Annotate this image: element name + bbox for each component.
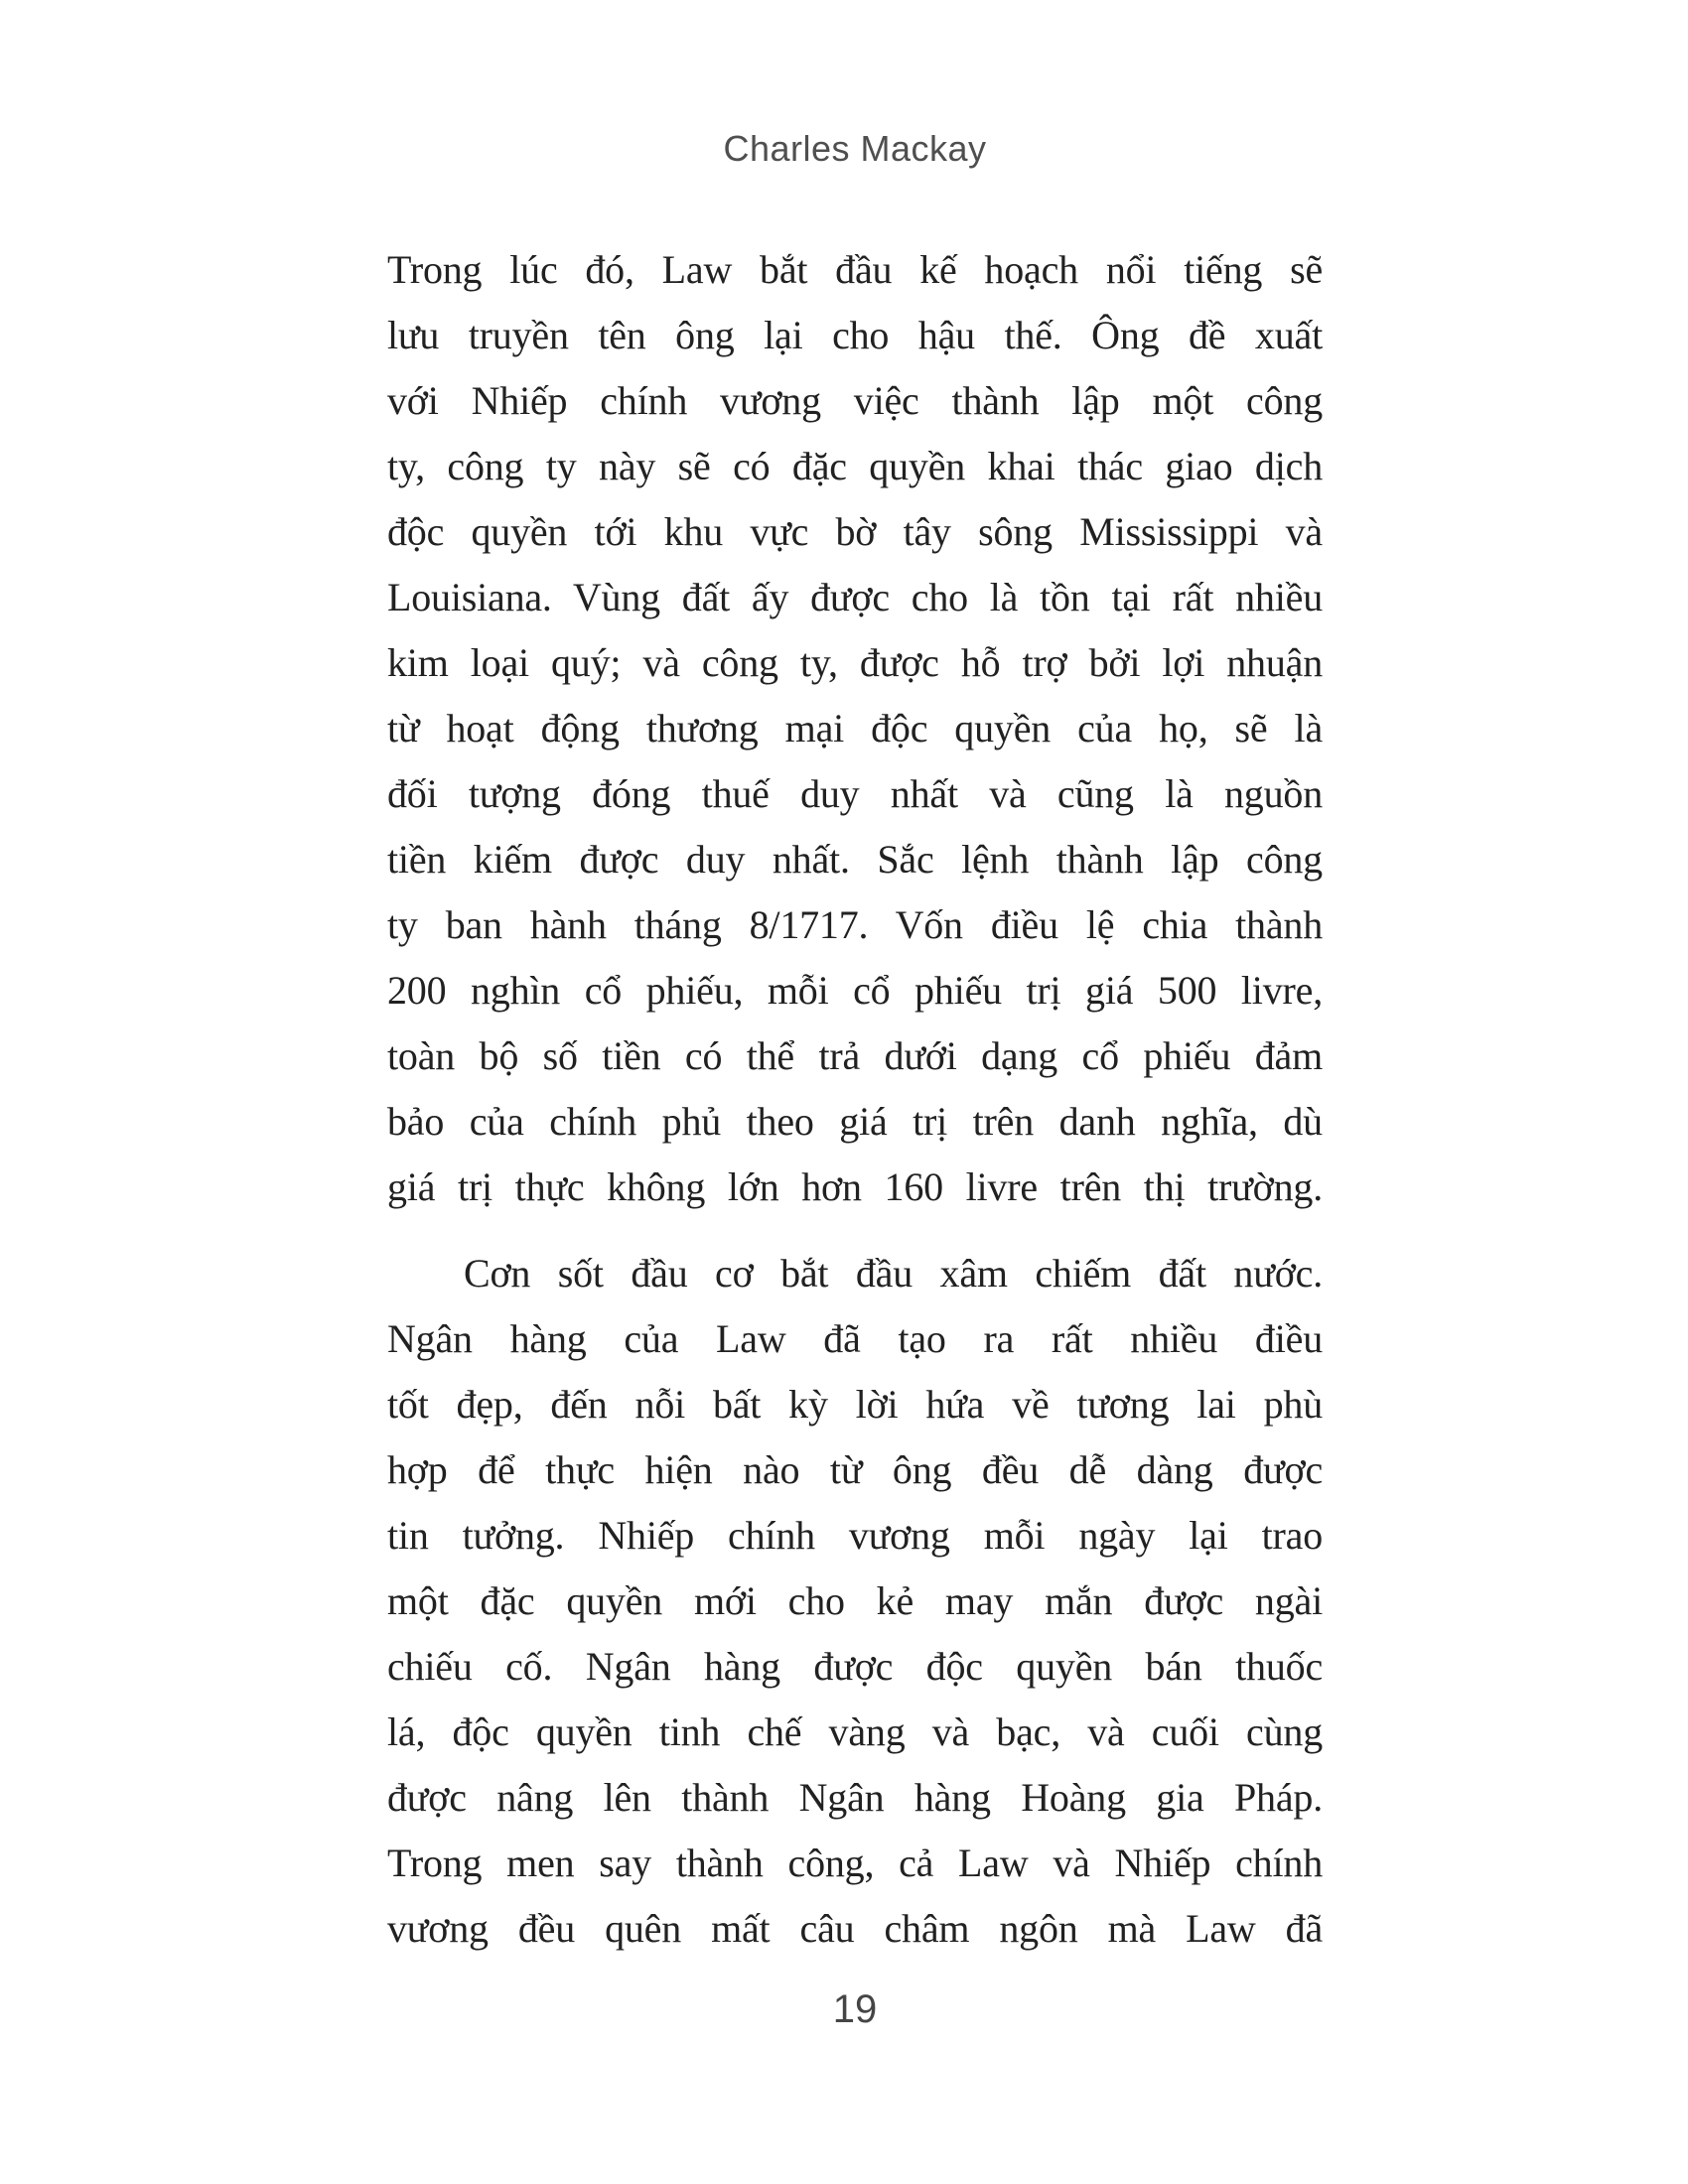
text-line: vương đều quên mất câu châm ngôn mà Law đã xyxy=(387,1906,1323,1951)
text-line: Trong men say thành công, cả Law và Nhiếp chính xyxy=(387,1841,1323,1885)
text-line: 200 nghìn cổ phiếu, mỗi cổ phiếu trị giá 500 livre, xyxy=(387,968,1323,1013)
text-line: được nâng lên thành Ngân hàng Hoàng gia Pháp. xyxy=(387,1775,1323,1820)
text-line: kim loại quý; và công ty, được hỗ trợ bởi lợi nhuận xyxy=(387,640,1323,685)
text-line: tốt đẹp, đến nỗi bất kỳ lời hứa về tương lai phù xyxy=(387,1382,1323,1427)
text-line: từ hoạt động thương mại độc quyền của họ, sẽ là xyxy=(387,706,1323,751)
text-line: toàn bộ số tiền có thể trả dưới dạng cổ phiếu đảm xyxy=(387,1033,1323,1078)
text-line: Cơn sốt đầu cơ bắt đầu xâm chiếm đất nước. xyxy=(464,1251,1323,1296)
page-body xyxy=(387,237,1323,1962)
text-line: với Nhiếp chính vương việc thành lập một công xyxy=(387,378,1323,423)
paragraph xyxy=(387,1241,1323,1962)
text-line: tin tưởng. Nhiếp chính vương mỗi ngày lại trao xyxy=(387,1513,1323,1558)
text-line: lưu truyền tên ông lại cho hậu thế. Ông đề xuất xyxy=(387,313,1323,357)
text-line: hợp để thực hiện nào từ ông đều dễ dàng được xyxy=(387,1447,1323,1492)
page-number: 19 xyxy=(832,1987,878,2031)
text-line: ty, công ty này sẽ có đặc quyền khai thác giao dịch xyxy=(387,444,1323,488)
text-line: Trong lúc đó, Law bắt đầu kế hoạch nổi tiếng sẽ xyxy=(387,247,1323,292)
text-line: Ngân hàng của Law đã tạo ra rất nhiều điều xyxy=(387,1316,1323,1361)
text-line: tiền kiếm được duy nhất. Sắc lệnh thành lập công xyxy=(387,837,1323,882)
text-line: bảo của chính phủ theo giá trị trên danh nghĩa, dù xyxy=(387,1099,1323,1144)
text-line: độc quyền tới khu vực bờ tây sông Mississippi và xyxy=(387,509,1323,554)
paragraph xyxy=(387,237,1323,1220)
text-line: chiếu cố. Ngân hàng được độc quyền bán thuốc xyxy=(387,1644,1323,1689)
text-line: ty ban hành tháng 8/1717. Vốn điều lệ chia thành xyxy=(387,902,1323,947)
text-line: Louisiana. Vùng đất ấy được cho là tồn tại rất nhiều xyxy=(387,575,1323,619)
running-header-author: Charles Mackay xyxy=(723,128,987,169)
text-line: đối tượng đóng thuế duy nhất và cũng là nguồn xyxy=(387,771,1323,816)
text-line: lá, độc quyền tinh chế vàng và bạc, và cuối cùng xyxy=(387,1709,1323,1754)
text-line: giá trị thực không lớn hơn 160 livre trên thị trường. xyxy=(387,1164,1323,1209)
text-line: một đặc quyền mới cho kẻ may mắn được ngài xyxy=(387,1578,1323,1623)
